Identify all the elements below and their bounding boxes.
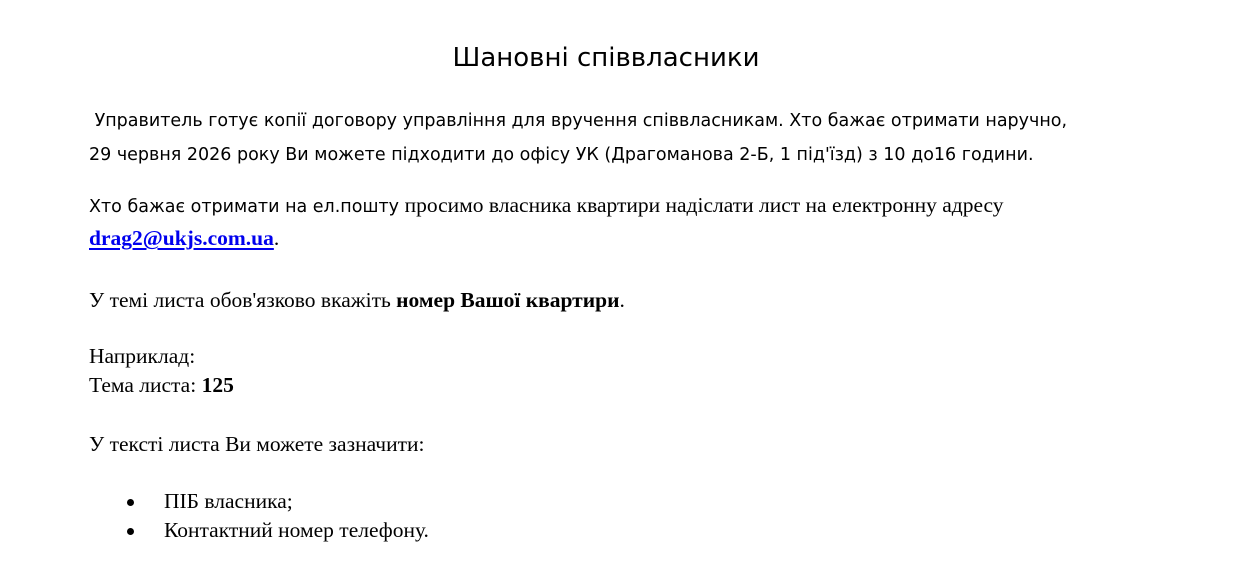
bullet-icon <box>127 499 134 506</box>
list-item-text: Контактний номер телефону. <box>164 518 429 542</box>
intro-line-1: Управитель готує копії договору управління для вручення співвласникам. Хто бажає отримати наручно, <box>89 111 1068 131</box>
page-title: Шановні співвласники <box>452 43 760 73</box>
list-item <box>0 487 429 516</box>
list-item <box>0 516 429 545</box>
example-subject-label: Тема листа: <box>89 373 202 397</box>
example-paragraph <box>89 342 234 400</box>
subject-instruction-paragraph <box>89 284 625 317</box>
email-paragraph-line-2 <box>89 222 1209 255</box>
example-subject-value: 125 <box>201 373 234 397</box>
subject-instruction-suffix: . <box>619 288 625 312</box>
bullet-icon <box>127 528 134 535</box>
email-link[interactable]: drag2@ukjs.com.ua <box>89 226 274 250</box>
body-intro-paragraph: У тексті листа Ви можете зазначити: <box>89 432 425 456</box>
intro-paragraph <box>89 104 1189 172</box>
email-paragraph-prefix: Хто бажає отримати на ел.пошту <box>89 197 405 217</box>
subject-instruction-text: У темі листа обов'язково вкажіть <box>89 288 397 312</box>
intro-line-2: 29 червня 2026 року Ви можете підходити до офісу УК (Драгоманова 2-Б, 1 під'їзд) з 10 до16 години. <box>89 145 1034 165</box>
example-label: Наприклад: <box>89 344 196 368</box>
email-paragraph <box>89 189 1209 255</box>
email-paragraph-text: просимо власника квартири надіслати лист на електронну адресу <box>404 193 1004 217</box>
list-item-text: ПІБ власника; <box>164 489 293 513</box>
email-paragraph-suffix: . <box>273 226 280 250</box>
subject-instruction-bold: номер Вашої квартири <box>396 288 620 312</box>
example-subject-line <box>89 371 234 400</box>
bullet-list <box>0 487 429 545</box>
email-paragraph-line-1 <box>89 189 1209 222</box>
